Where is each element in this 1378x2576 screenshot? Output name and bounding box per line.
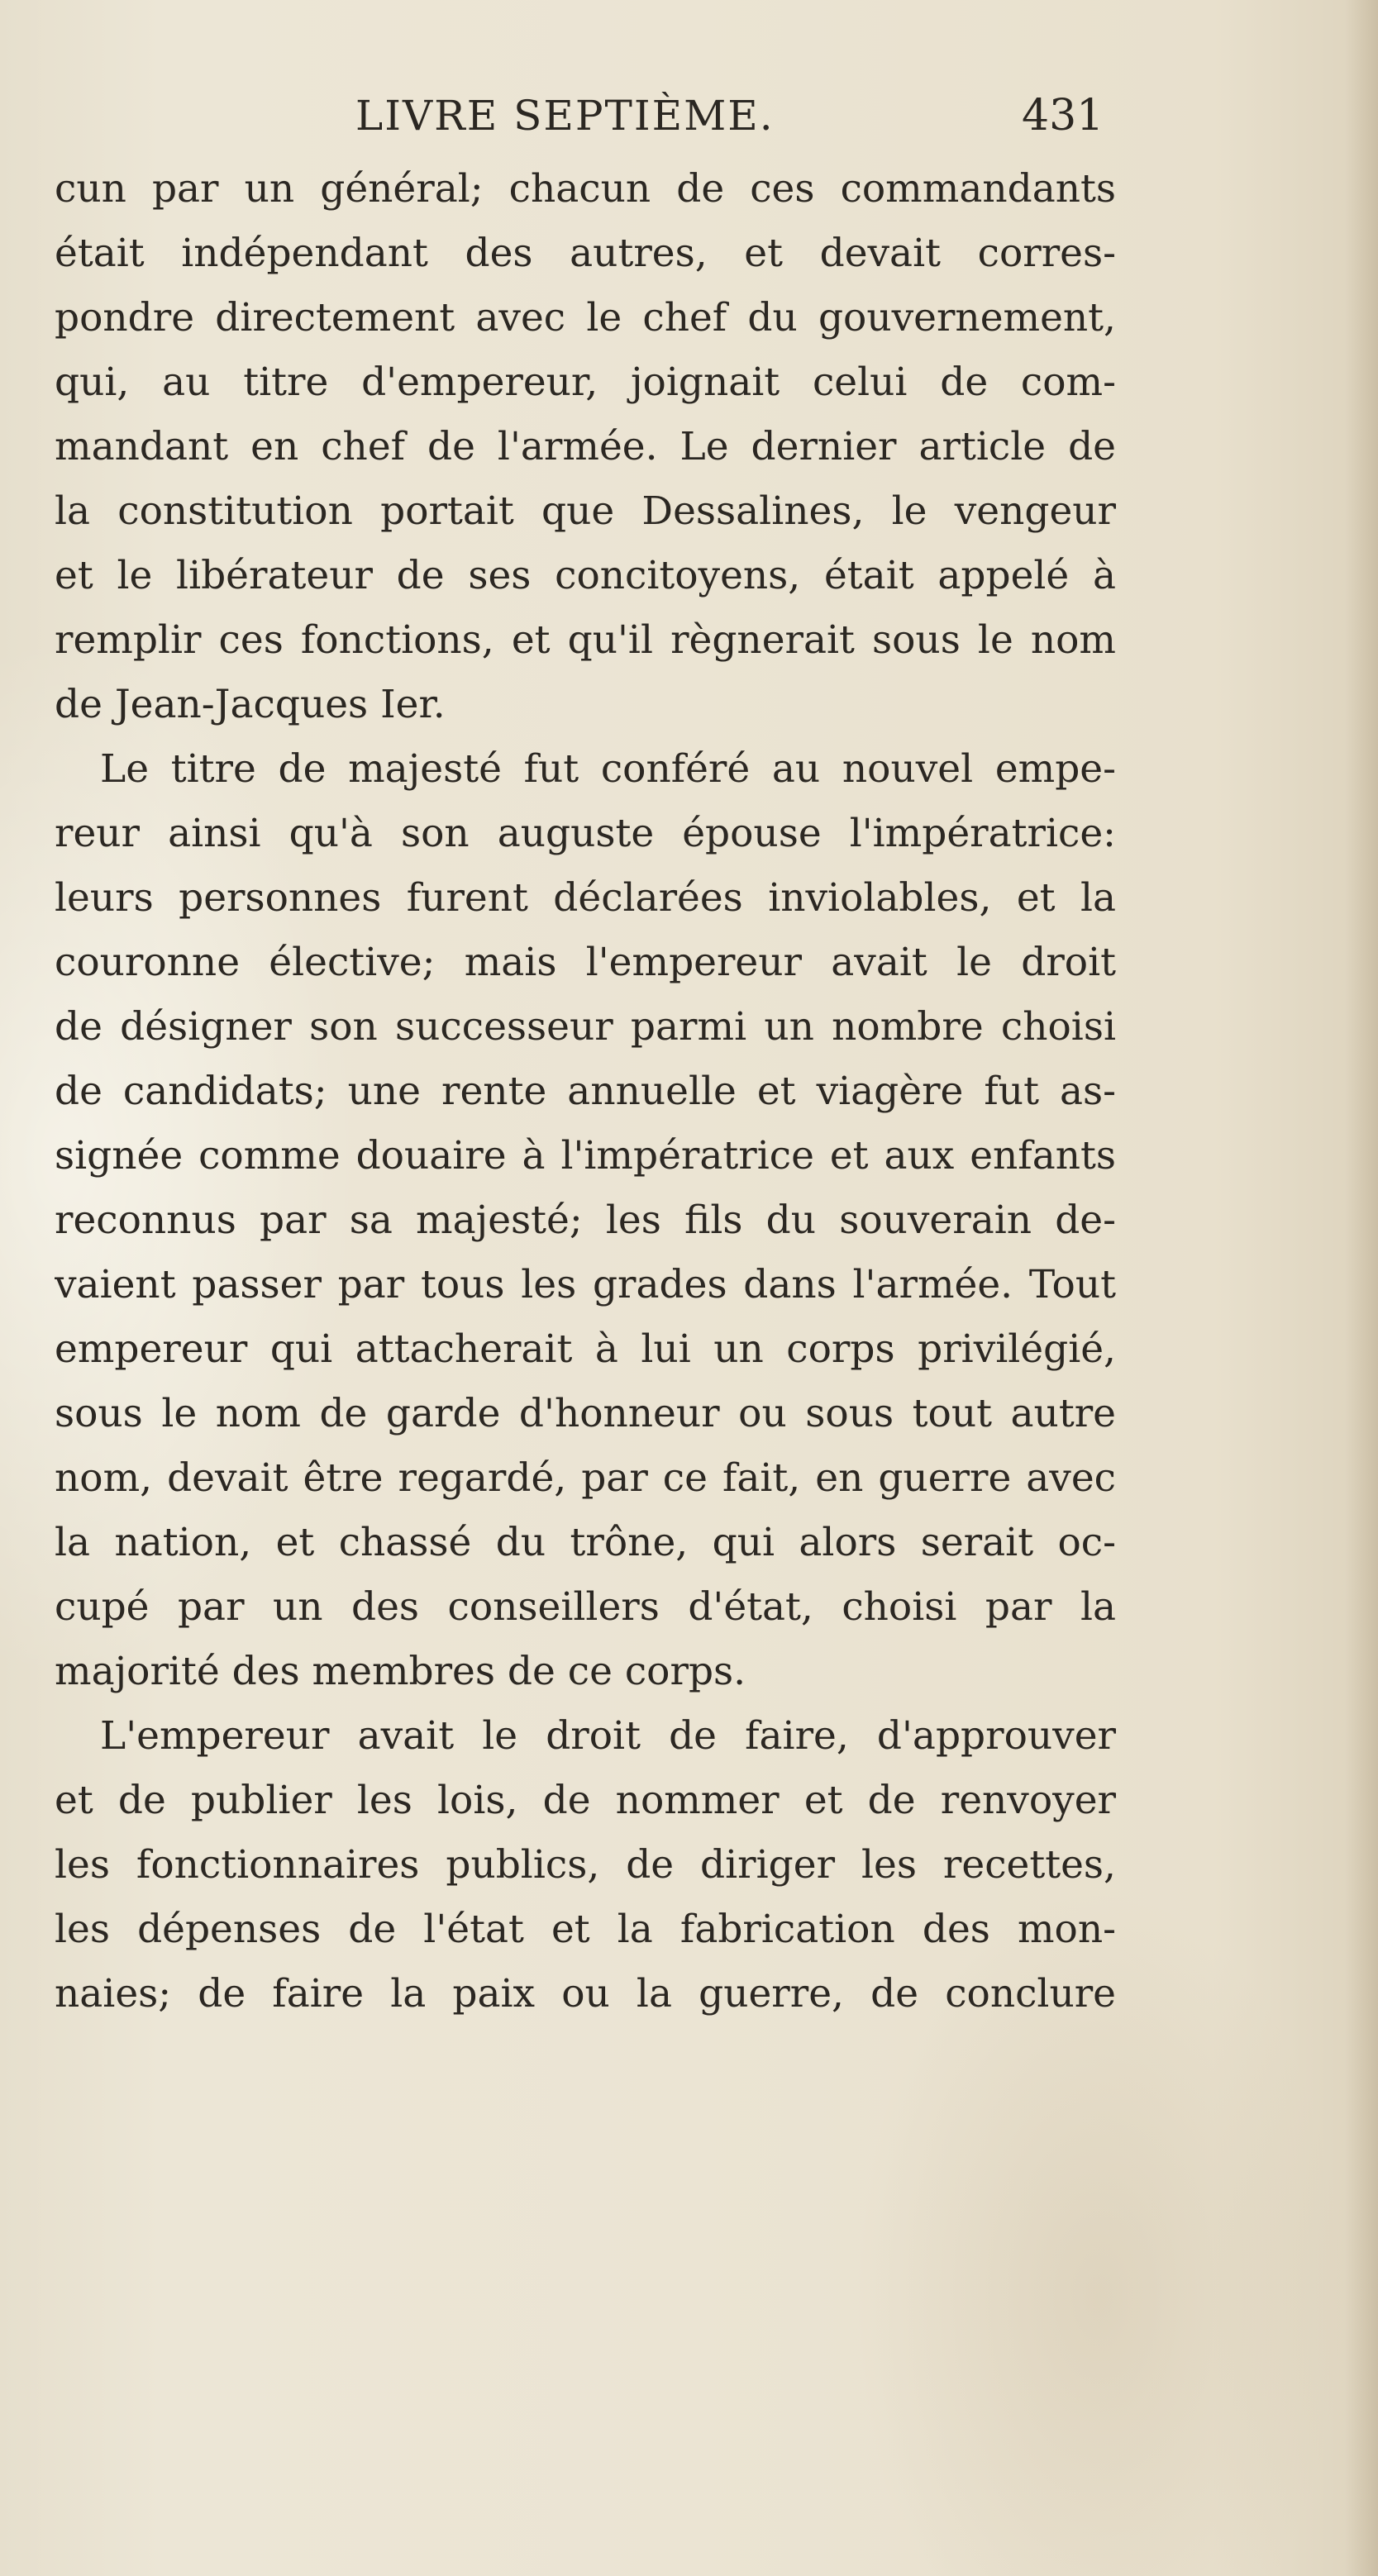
text-line: majorité des membres de ce corps. (55, 1649, 746, 1694)
text-line: naies; de faire la paix ou la guerre, de conclure (55, 1971, 1116, 2017)
text-line: leurs personnes furent déclarées inviolables, et la (55, 875, 1116, 921)
text-line: les fonctionnaires publics, de diriger les recettes, (55, 1842, 1116, 1888)
text-line: mandant en chef de l'armée. Le dernier article de (55, 424, 1116, 469)
text-line: cun par un général; chacun de ces commandants (55, 166, 1116, 212)
text-line: et le libérateur de ses concitoyens, était appelé à (55, 553, 1116, 598)
text-line: de Jean-Jacques Ier. (55, 682, 446, 727)
text-line: qui, au titre d'empereur, joignait celui de com- (55, 359, 1116, 405)
text-line: de candidats; une rente annuelle et viagère fut as- (55, 1069, 1116, 1114)
text-line: couronne élective; mais l'empereur avait le droit (55, 940, 1116, 985)
text-line: reur ainsi qu'à son auguste épouse l'impératrice: (55, 811, 1116, 856)
text-line: vaient passer par tous les grades dans l'armée. Tout (55, 1262, 1116, 1307)
page-edge-shadow (1345, 0, 1378, 2576)
page-number: 431 (1022, 91, 1104, 140)
text-line: remplir ces fonctions, et qu'il règnerait sous le nom (55, 617, 1116, 663)
text-line: L'empereur avait le droit de faire, d'approuver (100, 1713, 1116, 1759)
text-line: était indépendant des autres, et devait corres- (55, 231, 1116, 276)
text-line: la constitution portait que Dessalines, le vengeur (55, 488, 1116, 534)
text-line: empereur qui attacherait à lui un corps privilégié, (55, 1326, 1116, 1372)
text-line: pondre directement avec le chef du gouvernement, (55, 295, 1116, 340)
running-title: LIVRE SEPTIÈME. (355, 92, 775, 140)
text-line: Le titre de majesté fut conféré au nouvel empe- (100, 746, 1116, 792)
text-line: la nation, et chassé du trône, qui alors serait oc- (55, 1520, 1116, 1565)
text-line: sous le nom de garde d'honneur ou sous tout autre (55, 1391, 1116, 1436)
text-line: et de publier les lois, de nommer et de renvoyer (55, 1778, 1116, 1823)
text-line: les dépenses de l'état et la fabrication des mon- (55, 1907, 1116, 1952)
text-line: de désigner son successeur parmi un nombre choisi (55, 1004, 1116, 1050)
text-line: nom, devait être regardé, par ce fait, en guerre avec (55, 1455, 1116, 1501)
text-line: signée comme douaire à l'impératrice et aux enfants (55, 1133, 1116, 1178)
text-line: cupé par un des conseillers d'état, choisi par la (55, 1584, 1116, 1630)
text-line: reconnus par sa majesté; les fils du souverain de- (55, 1198, 1116, 1243)
body-text (55, 157, 1116, 2026)
